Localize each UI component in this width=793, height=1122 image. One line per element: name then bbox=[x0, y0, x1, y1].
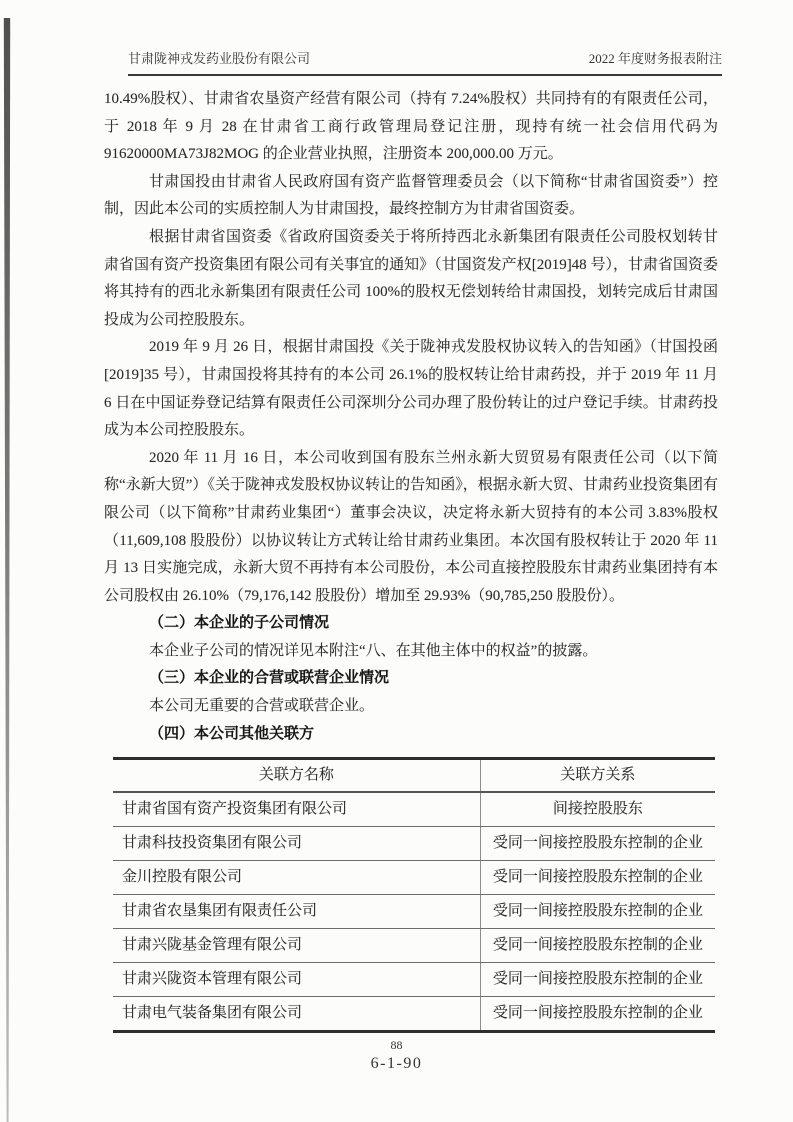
section-body-subsidiaries: 本企业子公司的情况详见本附注“八、在其他主体中的权益”的披露。 bbox=[149, 642, 598, 659]
scan-edge-artifact bbox=[3, 18, 11, 1122]
related-party-relation-cell: 受同一间接控股股东控制的企业 bbox=[480, 861, 715, 895]
page-footer bbox=[0, 1038, 793, 1073]
page-number: 88 bbox=[390, 1038, 403, 1052]
related-party-relation-cell: 间接控股股东 bbox=[480, 792, 715, 827]
related-parties-table bbox=[113, 757, 715, 1033]
paragraph: 2019 年 9 月 26 日，根据甘肃国投《关于陇神戎发股权协议转入的告知函》（甘国投函[2019]35 号），甘肃国投将其持有的本公司 26.1%的股权转让给甘肃药投，并于 2019 年 11 月 6 日在中国证券登记结算有限责任公司深圳分公司办理了股份转让的过户登记手续。甘肃药投成为本公司控股股东。 bbox=[104, 339, 718, 439]
section-body-joint-ventures: 本公司无重要的合营或联营企业。 bbox=[149, 698, 375, 715]
document-code: 6-1-90 bbox=[370, 1055, 423, 1072]
paragraph: 根据甘肃省国资委《省政府国资委关于将所持西北永新集团有限责任公司股权划转甘肃省国有资产投资集团有限公司有关事宜的通知》（甘国资发产权[2019]48 号），甘肃省国资委将其持有的西北永新集团有限责任公司 100%的股权无偿划转给甘肃国投，划转完成后甘肃国投成为公司控股股东。 bbox=[104, 228, 718, 328]
related-party-relation-cell: 受同一间接控股股东控制的企业 bbox=[480, 895, 715, 929]
table-header-row bbox=[113, 759, 715, 793]
table-row bbox=[113, 895, 715, 929]
related-party-relation-cell: 受同一间接控股股东控制的企业 bbox=[492, 1004, 703, 1021]
table-row bbox=[113, 861, 715, 895]
related-party-name-cell: 甘肃电气装备集团有限公司 bbox=[113, 997, 480, 1032]
paragraph: 甘肃国投由甘肃省人民政府国有资产监督管理委员会（以下简称“甘肃省国资委”）控制，因此本公司的实质控制人为甘肃国投，最终控制方为甘肃省国资委。 bbox=[104, 173, 718, 218]
section-heading-other-related-parties: （四）本公司其他关联方 bbox=[149, 725, 315, 742]
table-row bbox=[113, 997, 715, 1032]
related-party-relation-cell: 受同一间接控股股东控制的企业 bbox=[480, 963, 715, 997]
table-row bbox=[113, 929, 715, 963]
page-header bbox=[128, 48, 722, 76]
section-heading-joint-ventures: （三）本企业的合营或联营企业情况 bbox=[149, 670, 390, 687]
related-party-relation-cell: 受同一间接控股股东控制的企业 bbox=[480, 929, 715, 963]
related-party-relation-cell: 受同一间接控股股东控制的企业 bbox=[480, 827, 715, 861]
paragraph-continuation: 10.49%股权）、甘肃省农垦资产经营有限公司（持有 7.24%股权）共同持有的有限责任公司，于 2018 年 9 月 28 在甘肃省工商行政管理局登记注册，现持有统一社会信用代码为 91620000MA73J82MOG 的企业营业执照，注册资本 200,000.00 万元。 bbox=[104, 91, 718, 163]
related-party-name-cell: 甘肃科技投资集团有限公司 bbox=[113, 827, 480, 861]
section-heading-subsidiaries: （二）本企业的子公司情况 bbox=[149, 615, 330, 632]
related-party-name-cell: 甘肃兴陇资本管理有限公司 bbox=[113, 963, 480, 997]
related-party-name-cell: 金川控股有限公司 bbox=[113, 861, 480, 895]
paragraph: 2020 年 11 月 16 日，本公司收到国有股东兰州永新大贸贸易有限责任公司（以下简称“永新大贸”）《关于陇神戎发股权协议转让的告知函》，根据永新大贸、甘肃药业投资集团有限公司（以下简称”甘肃药业集团“）董事会决议，决定将永新大贸持有的本公司 3.83%股权（11,609,108 股股份）以协议转让方式转让给甘肃药业集团。本次国有股权转让于 2020 年 11 月 13 日实施完成，永新大贸不再持有本公司股份，本公司直接控股股东甘肃药业集团持有本公司股权由 26.10%（79,176,142 股股份）增加至 29.93%（90,785,250 股股份）。 bbox=[104, 449, 718, 604]
table-row bbox=[113, 792, 715, 827]
table-row bbox=[113, 827, 715, 861]
column-header-related-party-relation: 关联方关系 bbox=[480, 759, 715, 793]
column-header-related-party-name: 关联方名称 bbox=[113, 759, 480, 793]
table-row bbox=[113, 963, 715, 997]
related-party-name-cell: 甘肃省农垦集团有限责任公司 bbox=[113, 895, 480, 929]
document-body bbox=[104, 86, 718, 1033]
related-party-name-cell: 甘肃省国有资产投资集团有限公司 bbox=[113, 792, 480, 827]
related-party-name-cell: 甘肃兴陇基金管理有限公司 bbox=[113, 929, 480, 963]
header-doc-title: 2022 年度财务报表附注 bbox=[588, 51, 722, 66]
header-company-name: 甘肃陇神戎发药业股份有限公司 bbox=[128, 51, 311, 66]
